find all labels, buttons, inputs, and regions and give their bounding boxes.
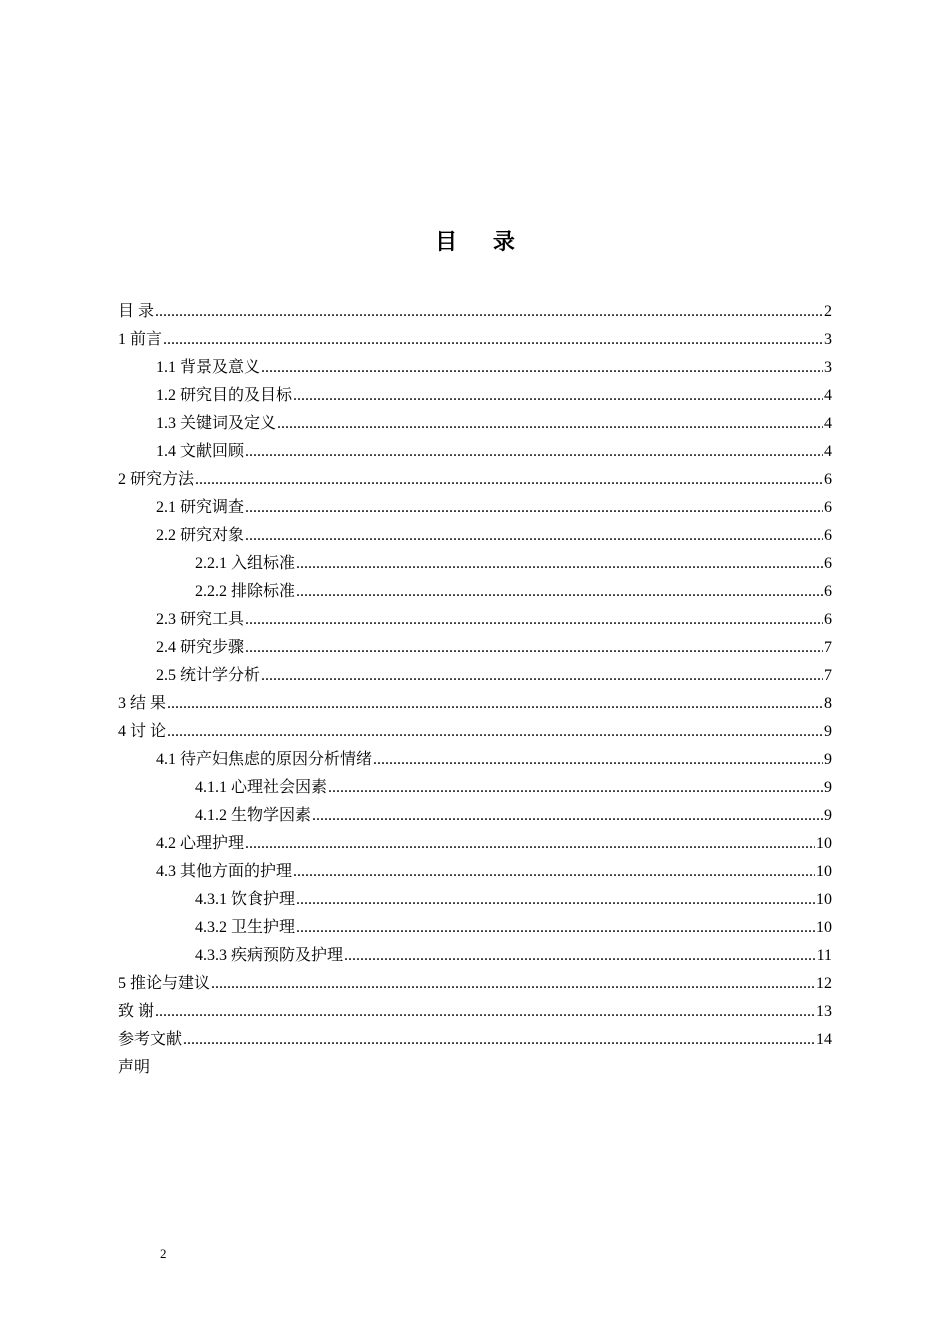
toc-entry[interactable] xyxy=(118,802,832,830)
toc-leader-dots xyxy=(183,1026,815,1054)
toc-page-number: 4 xyxy=(824,387,832,404)
page-title: 目 录 xyxy=(435,230,529,255)
toc-leader-dots xyxy=(155,298,823,326)
toc-entry[interactable] xyxy=(118,998,832,1026)
toc-label: 4.1.2 生物学因素 xyxy=(195,807,312,824)
toc-leader-dots xyxy=(373,746,823,774)
toc-leader-dots xyxy=(344,942,816,970)
toc-entry[interactable] xyxy=(118,606,832,634)
toc-leader-dots xyxy=(312,802,823,830)
toc-label: 5 推论与建议 xyxy=(118,975,211,992)
toc-page-number: 9 xyxy=(824,779,832,796)
toc-entry[interactable] xyxy=(118,438,832,466)
toc-leader-dots xyxy=(245,830,815,858)
toc-leader-dots xyxy=(261,354,823,382)
toc-label: 1.1 背景及意义 xyxy=(156,359,261,376)
toc-entry[interactable] xyxy=(118,662,832,690)
toc-entry[interactable] xyxy=(118,550,832,578)
toc-leader-dots xyxy=(211,970,815,998)
toc-leader-dots xyxy=(296,550,823,578)
toc-label: 4.1 待产妇焦虑的原因分析情绪 xyxy=(156,751,373,768)
toc-leader-dots xyxy=(245,438,823,466)
toc-page-number: 10 xyxy=(816,863,832,880)
toc-entry[interactable] xyxy=(118,578,832,606)
toc-entry[interactable] xyxy=(118,354,832,382)
toc-entry[interactable] xyxy=(118,830,832,858)
toc-label: 1.3 关键词及定义 xyxy=(156,415,277,432)
toc-leader-dots xyxy=(296,886,815,914)
toc-entry[interactable] xyxy=(118,494,832,522)
toc-label: 参考文献 xyxy=(118,1031,183,1048)
toc-label: 4.2 心理护理 xyxy=(156,835,245,852)
toc-page-number: 14 xyxy=(816,1031,832,1048)
toc-label: 目 录 xyxy=(118,303,155,320)
toc-page-number: 6 xyxy=(824,555,832,572)
toc-page-number: 7 xyxy=(824,639,832,656)
toc-page-number: 6 xyxy=(824,611,832,628)
toc-leader-dots xyxy=(277,410,823,438)
toc-page-number: 4 xyxy=(824,443,832,460)
toc-entry[interactable] xyxy=(118,886,832,914)
toc-entry[interactable] xyxy=(118,914,832,942)
toc-entry[interactable] xyxy=(118,382,832,410)
toc-leader-dots xyxy=(245,606,823,634)
toc-page-number: 6 xyxy=(824,471,832,488)
toc-entry[interactable] xyxy=(118,522,832,550)
toc-leader-dots xyxy=(195,466,823,494)
toc-page-number: 6 xyxy=(824,499,832,516)
toc-entry[interactable] xyxy=(118,466,832,494)
toc-page-number: 11 xyxy=(816,947,832,964)
toc-page-number: 7 xyxy=(824,667,832,684)
toc-page-number: 8 xyxy=(824,695,832,712)
toc-label: 1.4 文献回顾 xyxy=(156,443,245,460)
toc-page-number: 10 xyxy=(816,919,832,936)
toc-page-number: 6 xyxy=(824,527,832,544)
toc-leader-dots xyxy=(167,718,823,746)
toc-entry-declaration[interactable] xyxy=(118,1054,832,1082)
toc-leader-dots xyxy=(293,382,823,410)
toc-leader-dots xyxy=(167,690,823,718)
toc-label: 声明 xyxy=(118,1059,151,1076)
toc-entry[interactable] xyxy=(118,410,832,438)
toc-label: 3 结 果 xyxy=(118,695,167,712)
toc-page-number: 2 xyxy=(824,303,832,320)
toc-page-number: 12 xyxy=(816,975,832,992)
toc-label: 致 谢 xyxy=(118,1003,155,1020)
toc-page-number: 13 xyxy=(816,1003,832,1020)
toc-leader-dots xyxy=(296,914,815,942)
toc-leader-dots xyxy=(155,998,815,1026)
toc-label: 1 前言 xyxy=(118,331,163,348)
toc-leader-dots xyxy=(245,494,823,522)
toc-label: 2.2.1 入组标准 xyxy=(195,555,296,572)
toc-entry[interactable] xyxy=(118,942,832,970)
toc-label: 4 讨 论 xyxy=(118,723,167,740)
toc-label: 4.3.1 饮食护理 xyxy=(195,891,296,908)
toc-leader-dots xyxy=(245,522,823,550)
toc-page-number: 9 xyxy=(824,807,832,824)
toc-label: 4.3.2 卫生护理 xyxy=(195,919,296,936)
toc-leader-dots xyxy=(293,858,815,886)
toc-entry[interactable] xyxy=(118,746,832,774)
page-number: 2 xyxy=(160,1246,167,1261)
toc-entry[interactable] xyxy=(118,326,832,354)
toc-page-number: 3 xyxy=(824,359,832,376)
toc-entry[interactable] xyxy=(118,970,832,998)
toc-label: 2.2.2 排除标准 xyxy=(195,583,296,600)
toc-leader-dots xyxy=(296,578,823,606)
toc-label: 2.1 研究调查 xyxy=(156,499,245,516)
toc-leader-dots xyxy=(163,326,823,354)
toc-label: 2.2 研究对象 xyxy=(156,527,245,544)
toc-label: 1.2 研究目的及目标 xyxy=(156,387,293,404)
toc-entry[interactable] xyxy=(118,1026,832,1054)
toc-leader-dots xyxy=(328,774,823,802)
toc-label: 2.5 统计学分析 xyxy=(156,667,261,684)
toc-entry[interactable] xyxy=(118,718,832,746)
toc-label: 4.1.1 心理社会因素 xyxy=(195,779,328,796)
toc-entry[interactable] xyxy=(118,690,832,718)
toc-page-number: 4 xyxy=(824,415,832,432)
toc-label: 4.3.3 疾病预防及护理 xyxy=(195,947,344,964)
table-of-contents xyxy=(118,298,832,1082)
toc-label: 2.3 研究工具 xyxy=(156,611,245,628)
toc-leader-dots xyxy=(245,634,823,662)
toc-label: 4.3 其他方面的护理 xyxy=(156,863,293,880)
toc-page-number: 10 xyxy=(816,835,832,852)
toc-label: 2.4 研究步骤 xyxy=(156,639,245,656)
toc-entry[interactable] xyxy=(118,858,832,886)
toc-leader-dots xyxy=(261,662,823,690)
toc-label: 2 研究方法 xyxy=(118,471,195,488)
toc-entry[interactable] xyxy=(118,774,832,802)
toc-page-number: 9 xyxy=(824,751,832,768)
toc-page-number: 6 xyxy=(824,583,832,600)
toc-entry[interactable] xyxy=(118,634,832,662)
toc-page-number: 3 xyxy=(824,331,832,348)
toc-entry[interactable] xyxy=(118,298,832,326)
toc-page-number: 9 xyxy=(824,723,832,740)
toc-page-number: 10 xyxy=(816,891,832,908)
